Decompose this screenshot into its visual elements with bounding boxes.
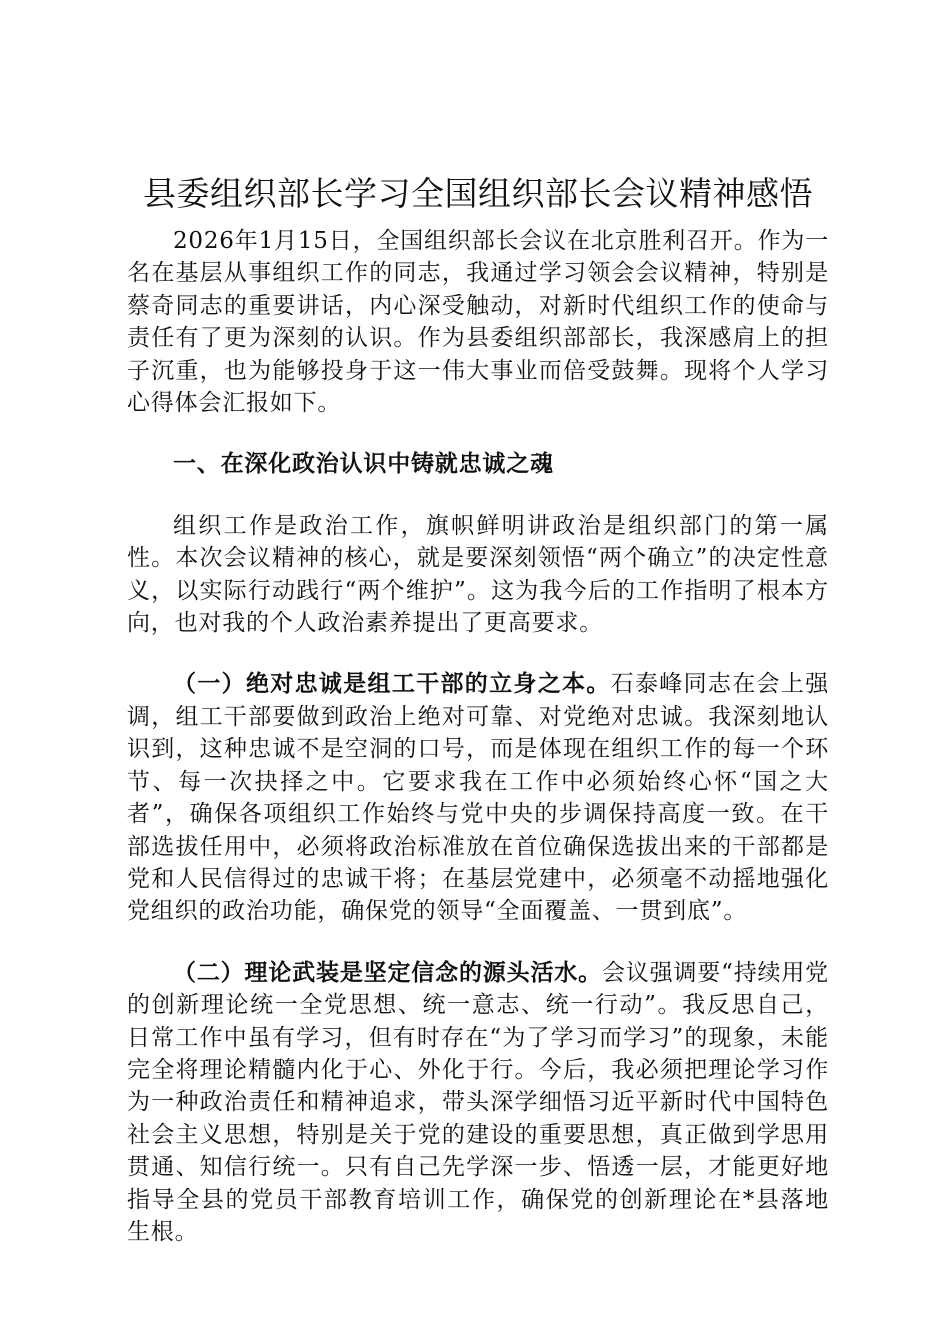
subsection-lead-1: （一）绝对忠诚是组工干部的立身之本。 xyxy=(173,670,611,698)
section-paragraph: 组织工作是政治工作，旗帜鲜明讲政治是组织部门的第一属性。本次会议精神的核心，就是要深刻领悟“两个确立”的决定性意义，以实际行动践行“两个维护”。这为我今后的工作指明了根本方向，也对我的个人政治素养提出了更高要求。 xyxy=(127,512,829,637)
spacer xyxy=(127,481,829,510)
section-heading: 一、在深化政治认识中铸就忠诚之魂 xyxy=(173,450,554,478)
spacer xyxy=(127,928,829,957)
intro-paragraph: 2026年1月15日，全国组织部长会议在北京胜利召开。作为一名在基层从事组织工作的同志，我通过学习领会会议精神，特别是蔡奇同志的重要讲话，内心深受触动，对新时代组织工作的使命与责任有了更为深刻的认识。作为县委组织部部长，我深感肩上的担子沉重，也为能够投身于这一伟大事业而倍受鼓舞。现将个人学习心得体会汇报如下。 xyxy=(127,228,829,417)
spacer xyxy=(127,218,829,225)
subsection-paragraph-2 xyxy=(127,957,829,1249)
document-body xyxy=(127,170,829,1248)
subsection-body-1: 石泰峰同志在会上强调，组工干部要做到政治上绝对可靠、对党绝对忠诚。我深刻地认识到，这种忠诚不是空洞的口号，而是体现在组织工作的每一个环节、每一次抉择之中。它要求我在工作中必须始终心怀“国之大者”，确保各项组织工作始终与党中央的步调保持高度一致。在干部选拔任用中，必须将政治标准放在首位确保选拔出来的干部都是党和人民信得过的忠诚干将；在基层党建中，必须毫不动摇地强化党组织的政治功能，确保党的领导“全面覆盖、一贯到底”。 xyxy=(127,671,829,925)
subsection-body-2: 会议强调要“持续用党的创新理论统一全党思想、统一意志、统一行动”。我反思自己，日常工作中虽有学习，但有时存在“为了学习而学习”的现象，未能完全将理论精髓内化于心、外化于行。今后，我必须把理论学习作为一种政治责任和精神追求，带头深学细悟习近平新时代中国特色社会主义思想，特别是关于党的建设的重要思想，真正做到学思用贯通、知信行统一。只有自己先学深一步、悟透一层，才能更好地指导全县的党员干部教育培训工作，确保党的创新理论在*县落地生根。 xyxy=(127,959,829,1245)
spacer xyxy=(127,419,829,448)
spacer xyxy=(127,639,829,668)
subsection-paragraph-1 xyxy=(127,668,829,927)
document-title: 县委组织部长学习全国组织部长会议精神感悟 xyxy=(143,174,813,213)
subsection-lead-2: （二）理论武装是坚定信念的源头活水。 xyxy=(173,958,602,986)
